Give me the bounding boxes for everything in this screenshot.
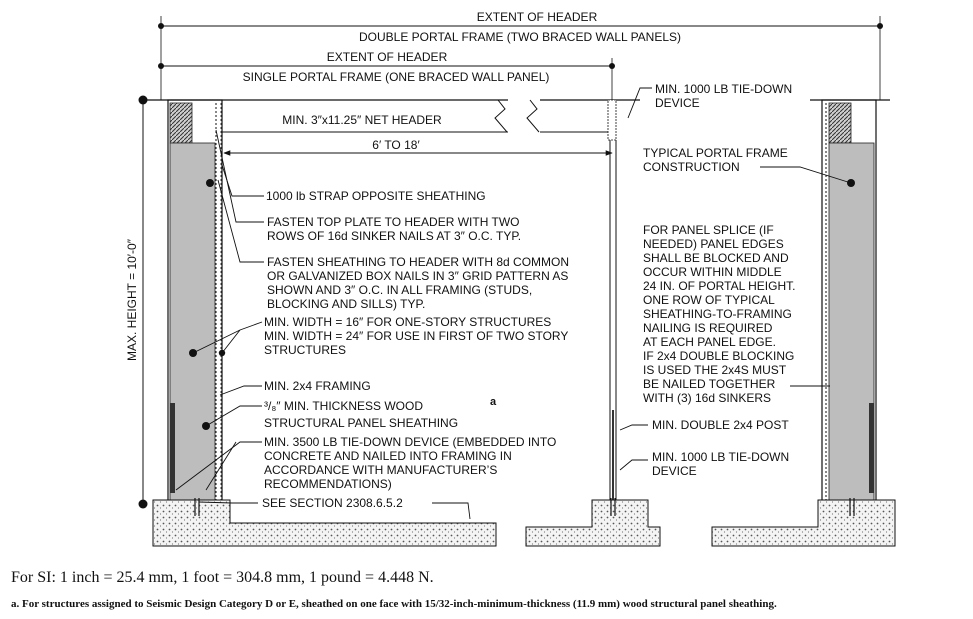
splice-note-line: SHALL BE BLOCKED AND: [643, 251, 789, 265]
splice-note-line: BE NAILED TOGETHER: [643, 377, 776, 391]
sheathing-note-3: SHOWN AND 3″ O.C. IN ALL FRAMING (STUDS,: [267, 283, 533, 297]
single-portal-label: SINGLE PORTAL FRAME (ONE BRACED WALL PANEL): [242, 70, 550, 84]
tiedown-note-1: MIN. 3500 LB TIE-DOWN DEVICE (EMBEDDED INTO: [264, 435, 557, 449]
splice-note-line: OCCUR WITHIN MIDDLE: [643, 265, 782, 279]
splice-note: [643, 223, 795, 405]
right-notes: [643, 82, 795, 478]
strap-note: 1000 lb STRAP OPPOSITE SHEATHING: [266, 189, 486, 203]
tiedown-note-2: CONCRETE AND NAILED INTO FRAMING IN: [264, 449, 512, 463]
splice-note-line: IF 2x4 DOUBLE BLOCKING: [643, 349, 795, 363]
footnote-marker: a: [490, 396, 497, 408]
width-note-2: MIN. WIDTH = 24″ FOR USE IN FIRST OF TWO STORY: [264, 329, 569, 343]
left-notes: [262, 189, 569, 510]
extent-header-double-label: EXTENT OF HEADER: [476, 10, 598, 24]
sheathing-note-2: OR GALVANIZED BOX NAILS IN 3″ GRID PATTERN AS: [267, 269, 569, 283]
span-dimension: [224, 138, 612, 153]
tiedown-note-3: ACCORDANCE WITH MANUFACTURER’S: [264, 463, 498, 477]
tiedown-note-4: RECOMMENDATIONS): [264, 477, 392, 491]
header-beam: [222, 100, 616, 140]
post-note: MIN. DOUBLE 2x4 POST: [652, 418, 789, 432]
max-height-dimension: [125, 100, 148, 509]
splice-note-line: 24 IN. OF PORTAL HEIGHT.: [643, 279, 796, 293]
dimension-single-portal: [158, 50, 615, 100]
tiedown-top-note-1: MIN. 1000 LB TIE-DOWN: [655, 82, 793, 96]
width-note-1: MIN. WIDTH = 16″ FOR ONE-STORY STRUCTURES: [264, 315, 552, 329]
footnote-a: a. For structures assigned to Seismic Design Category D or E, sheathed on one face with 15/32-inch-minimum-thickness (11.9 mm) wood structural panel sheathing.: [11, 598, 777, 610]
net-header-label: MIN. 3″x11.25″ NET HEADER: [282, 113, 442, 127]
tiedown-top-note-2: DEVICE: [655, 96, 700, 110]
width-note-3: STRUCTURES: [264, 343, 347, 357]
extent-header-single-label: EXTENT OF HEADER: [326, 50, 448, 64]
sheathing-note-4: BLOCKING AND SILLS) TYP.: [267, 297, 426, 311]
si-conversion: For SI: 1 inch = 25.4 mm, 1 foot = 304.8 mm, 1 pound = 4.448 N.: [11, 569, 434, 586]
wood-note-2: STRUCTURAL PANEL SHEATHING: [264, 416, 459, 430]
splice-note-line: NEEDED) PANEL EDGES: [643, 237, 784, 251]
double-post: [610, 140, 616, 500]
span-label: 6′ TO 18′: [372, 138, 420, 152]
splice-note-line: ONE ROW OF TYPICAL: [643, 293, 775, 307]
tiedown-bot-note-2: DEVICE: [652, 464, 697, 478]
typical-note-1: TYPICAL PORTAL FRAME: [643, 146, 788, 160]
left-wall-panel: [168, 100, 225, 505]
splice-note-line: WITH (3) 16d SINKERS: [643, 391, 772, 405]
wood-note-1: ³/₈″ MIN. THICKNESS WOOD: [264, 399, 424, 413]
top-plate-note-1: FASTEN TOP PLATE TO HEADER WITH TWO: [267, 215, 520, 229]
tiedown-bot-note-1: MIN. 1000 LB TIE-DOWN: [652, 450, 790, 464]
right-wall-panel: [822, 100, 876, 505]
top-plate-note-2: ROWS OF 16d SINKER NAILS AT 3″ O.C. TYP.: [267, 229, 522, 243]
splice-note-line: SHEATHING-TO-FRAMING: [643, 307, 792, 321]
framing-note: MIN. 2x4 FRAMING: [264, 379, 371, 393]
splice-note-line: AT EACH PANEL EDGE.: [643, 335, 776, 349]
section-note: SEE SECTION 2308.6.5.2: [262, 496, 403, 510]
splice-note-line: IS USED THE 2x4S MUST: [643, 363, 787, 377]
double-portal-label: DOUBLE PORTAL FRAME (TWO BRACED WALL PANELS): [358, 30, 682, 44]
max-height-label: MAX. HEIGHT = 10′-0″: [125, 239, 139, 361]
typical-note-2: CONSTRUCTION: [643, 160, 740, 174]
splice-note-line: NAILING IS REQUIRED: [643, 321, 773, 335]
sheathing-note-1: FASTEN SHEATHING TO HEADER WITH 8d COMMON: [267, 255, 570, 269]
splice-note-line: FOR PANEL SPLICE (IF: [643, 223, 774, 237]
